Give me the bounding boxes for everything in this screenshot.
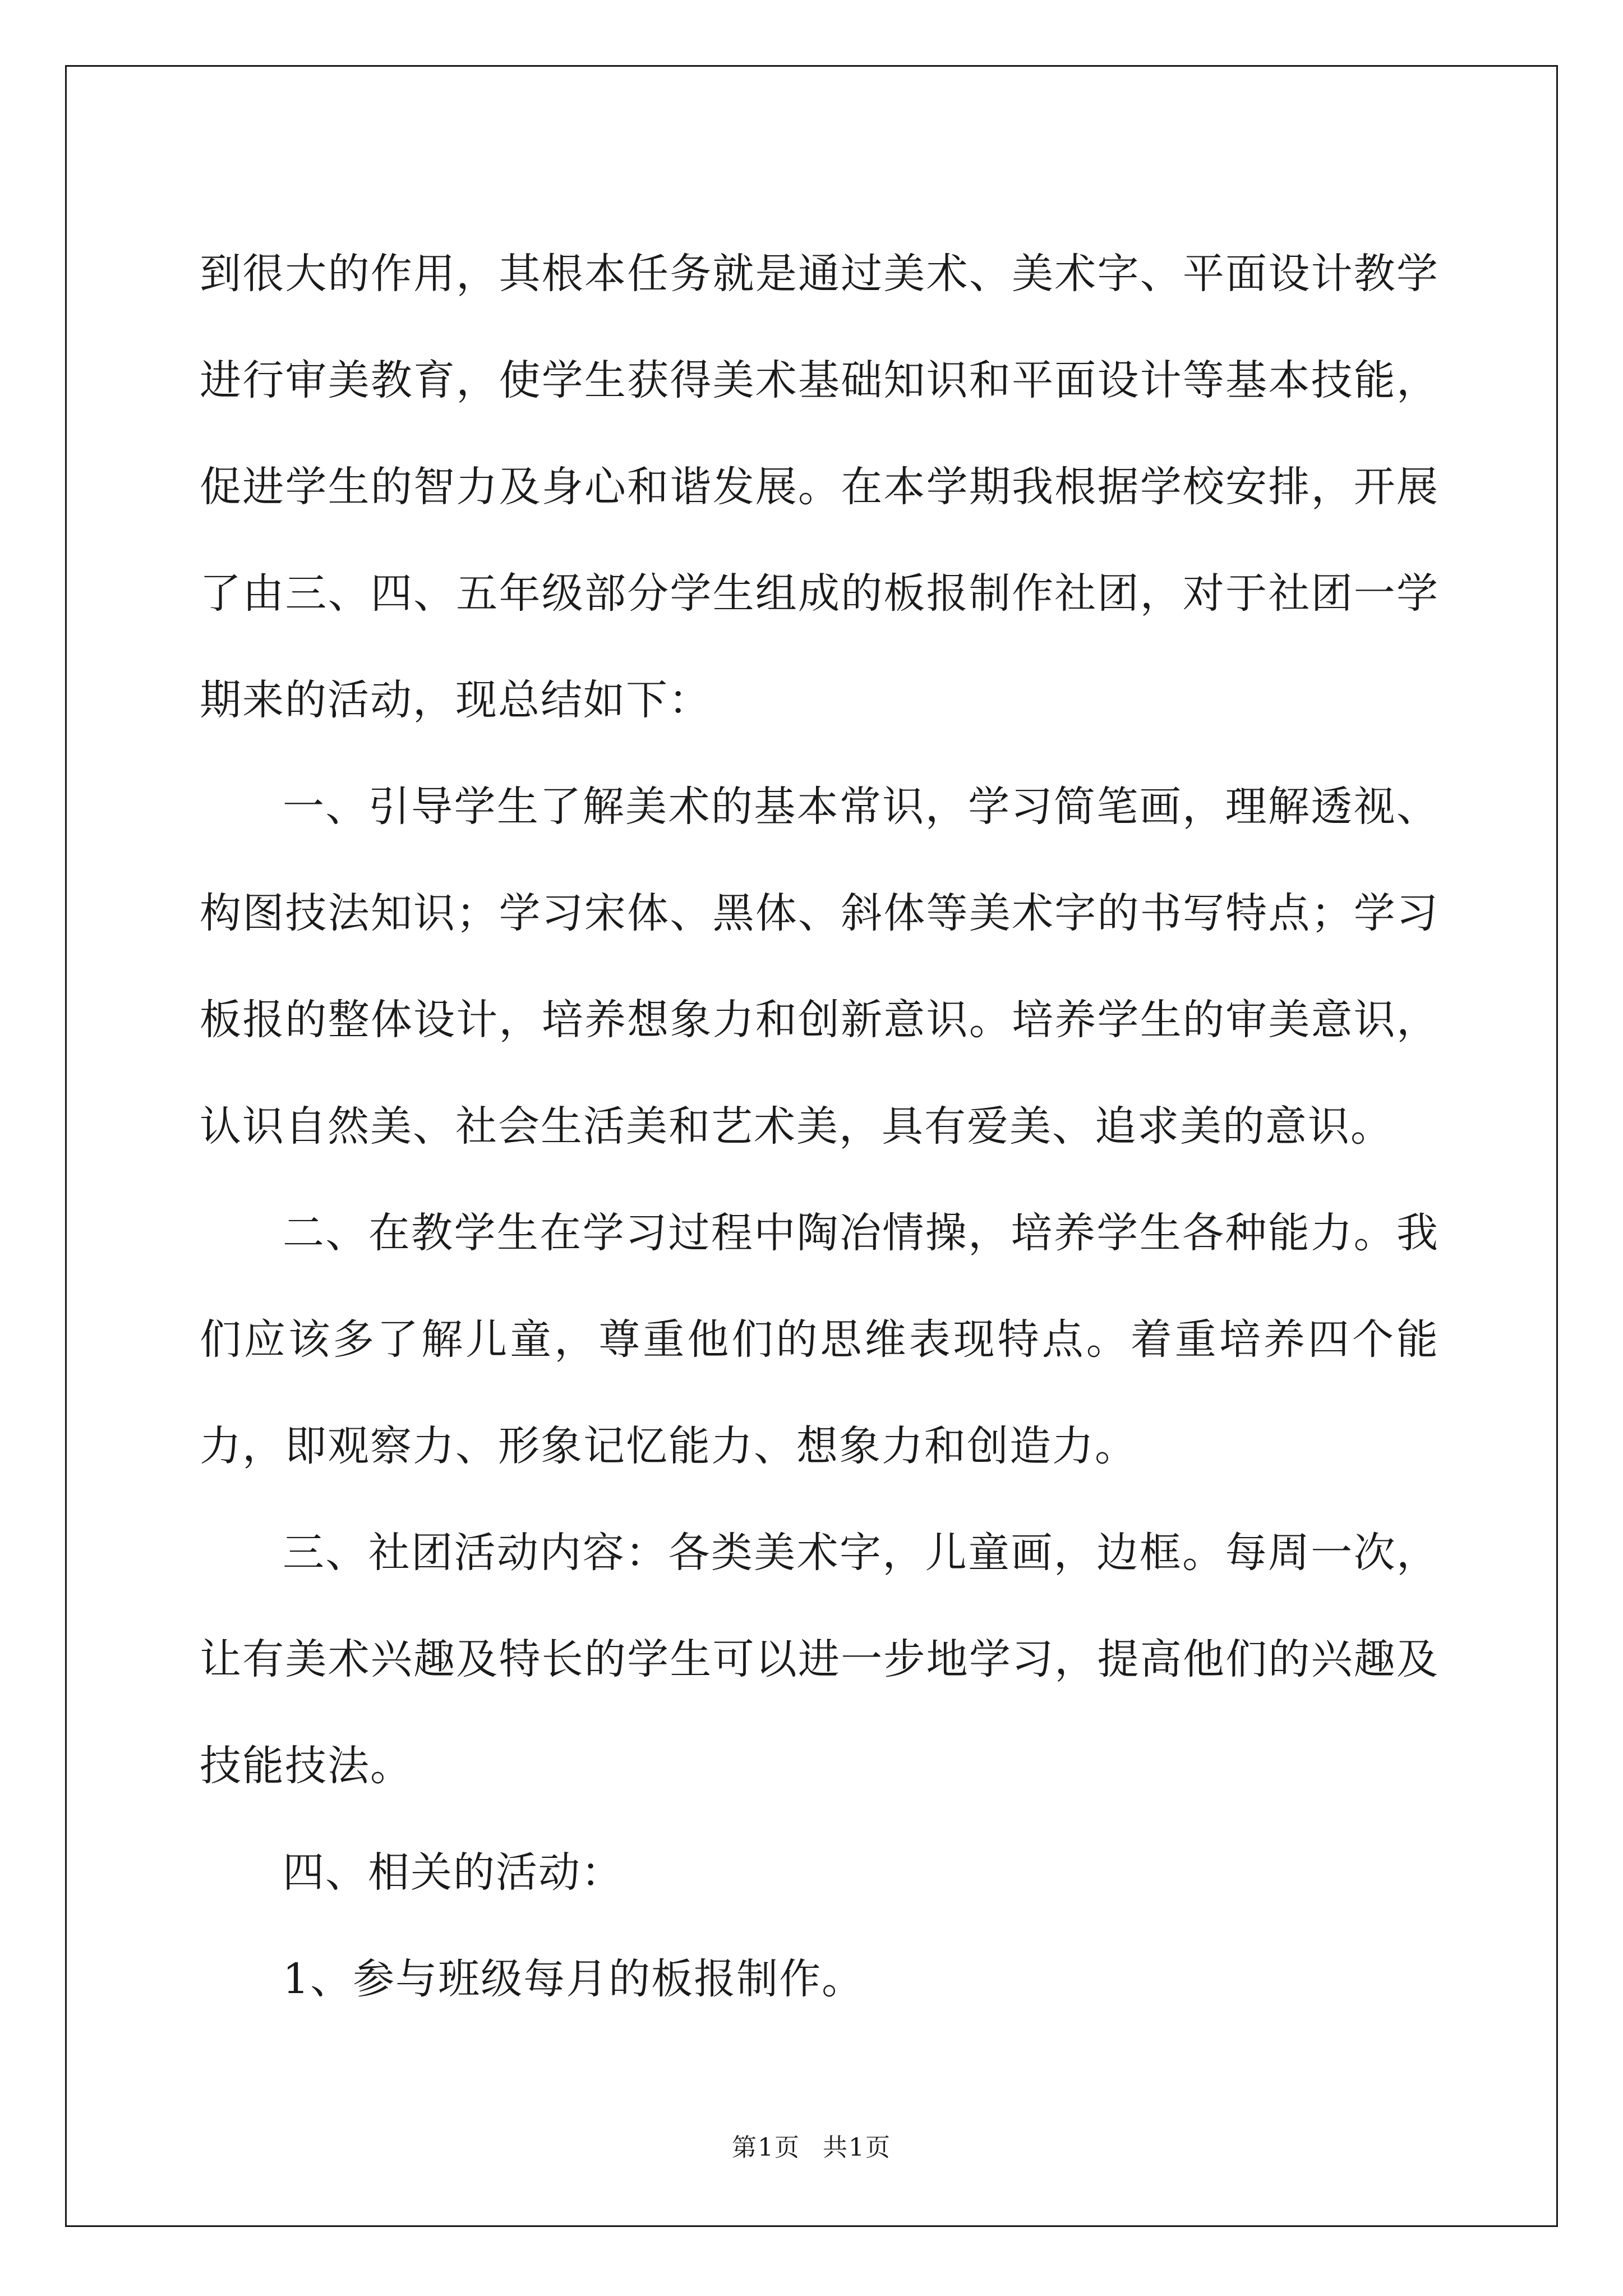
paragraph-activity-1: 1、参与班级每月的板报制作。 xyxy=(283,1955,865,2003)
document-body xyxy=(200,220,1439,2032)
paragraph-point-1: 一、引导学生了解美术的基本常识，学习简笔画，理解透视、构图技法知识；学习宋体、黑体、斜体等美术字的书写特点；学习板报的整体设计，培养想象力和创新意识。培养学生的审美意识，认识自然美、社会生活美和艺术美，具有爱美、追求美的意识。 xyxy=(200,783,1439,1151)
page-footer xyxy=(0,2127,1623,2163)
paragraph-point-4-heading: 四、相关的活动： xyxy=(283,1848,624,1897)
paragraph-point-3: 三、社团活动内容：各类美术字，儿童画，边框。每周一次，让有美术兴趣及特长的学生可以进一步地学习，提高他们的兴趣及技能技法。 xyxy=(200,1529,1439,1790)
paragraph-point-2: 二、在教学生在学习过程中陶冶情操，培养学生各种能力。我们应该多了解儿童，尊重他们的思维表现特点。着重培养四个能力，即观察力、形象记忆能力、想象力和创造力。 xyxy=(200,1209,1439,1470)
page-number-current: 第1页 xyxy=(732,2133,800,2162)
paragraph-intro: 到很大的作用，其根本任务就是通过美术、美术字、平面设计教学进行审美教育，使学生获得美术基础知识和平面设计等基本技能，促进学生的智力及身心和谐发展。在本学期我根据学校安排，开展了由三、四、五年级部分学生组成的板报制作社团，对于社团一学期来的活动，现总结如下： xyxy=(200,250,1439,724)
page-number-total: 共1页 xyxy=(823,2133,891,2162)
